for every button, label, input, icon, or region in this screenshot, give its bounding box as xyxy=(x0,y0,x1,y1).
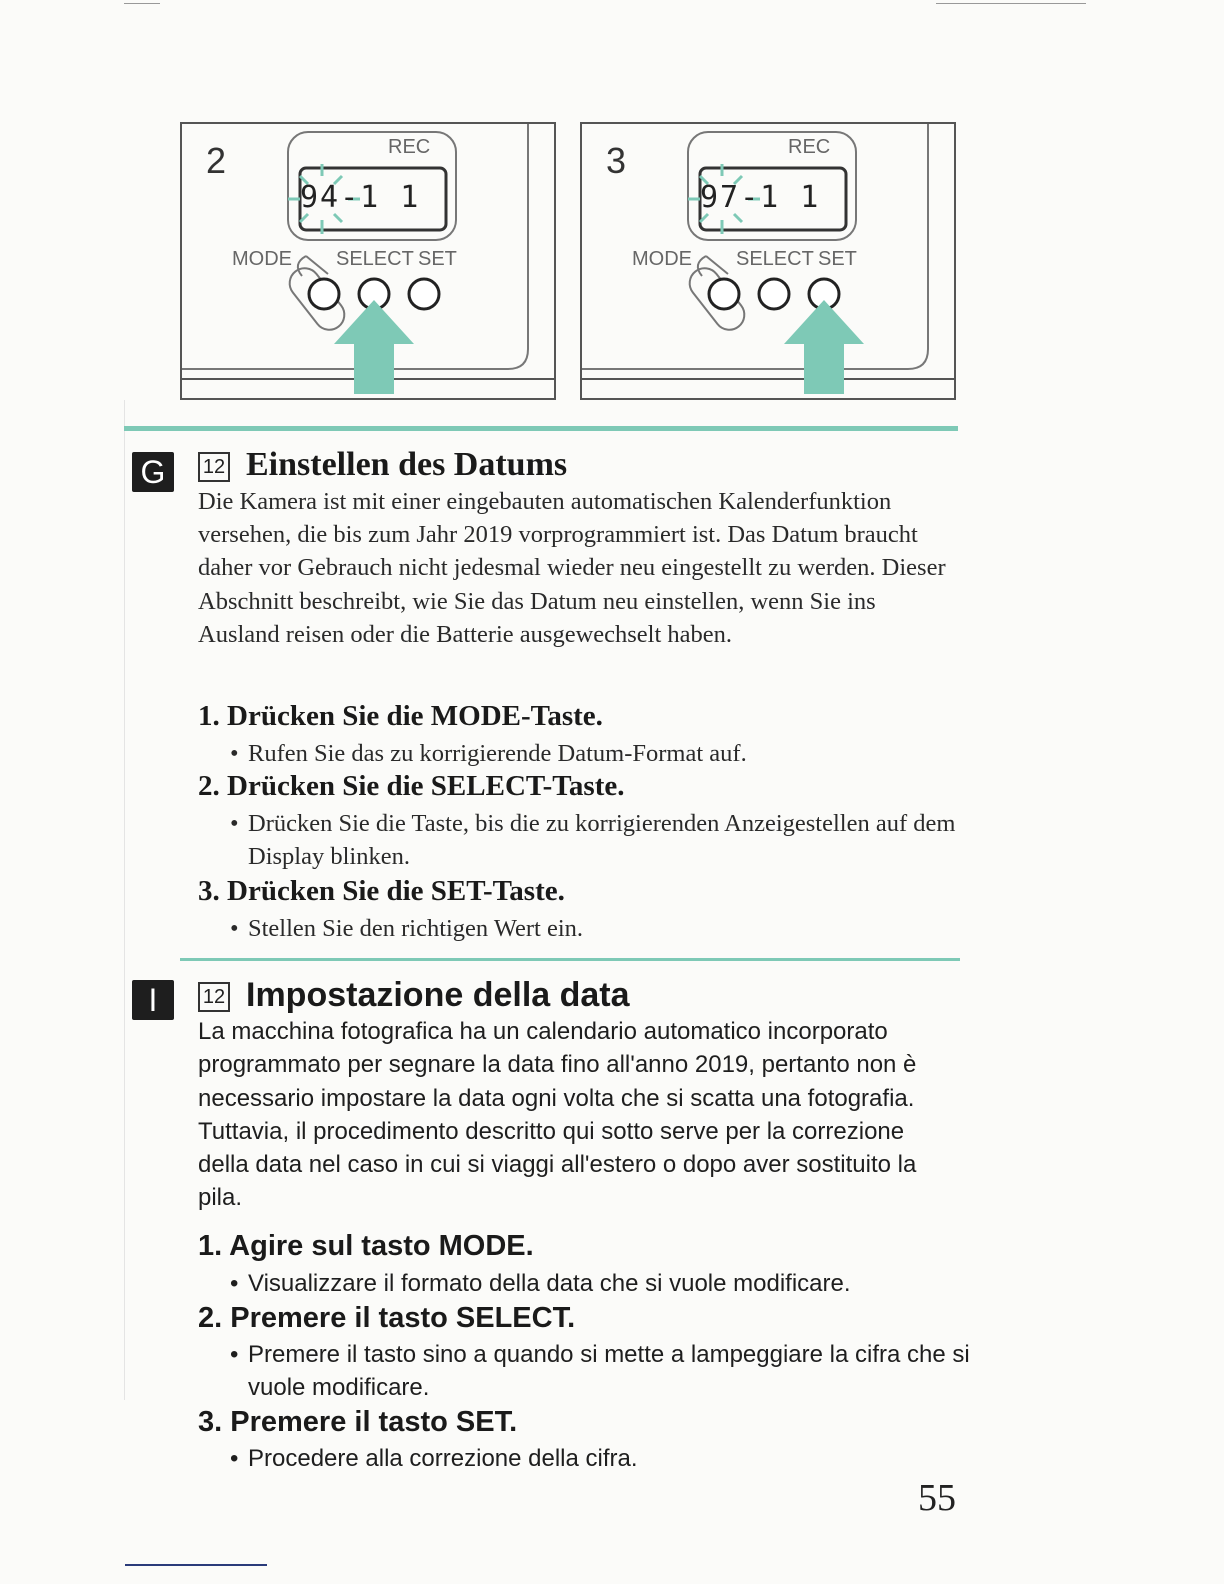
step-bullet: • Visualizzare il formato della data che si vuole modificare. xyxy=(230,1270,851,1297)
bottom-rule xyxy=(125,1564,267,1566)
step-heading: 2. Premere il tasto SELECT. xyxy=(198,1302,576,1334)
intro-paragraph: Die Kamera ist mit einer eingebauten automatischen Kalenderfunktion versehen, die bis zum Jahr 2019 vorprogrammiert ist. Das Datum braucht daher vor Gebrauch nicht jedesmal wieder neu eingestellt zu werden. Dieser Abschnitt beschreibt, wie Sie das Datum neu einstellen, wenn Sie ins Ausland reisen oder die Batterie ausgewechselt haben. xyxy=(198,488,946,648)
section-divider xyxy=(180,958,960,961)
lcd-date-display: 97-1 1 xyxy=(700,180,821,215)
select-label: SELECT xyxy=(736,248,814,270)
mode-label: MODE xyxy=(232,248,292,270)
mode-label: MODE xyxy=(632,248,692,270)
figure-3-panel xyxy=(580,122,956,400)
step-heading: 3. Premere il tasto SET. xyxy=(198,1406,518,1438)
language-badge-italian: I xyxy=(132,980,174,1020)
intro-paragraph: La macchina fotografica ha un calendario automatico incorporato programmato per segnare la data fino all'anno 2019, pertanto non è necessario impostare la data ogni volta che si scatta una fotografia. Tuttavia, il procedimento descritto qui sotto serve per la correzione della data nel caso in cui si viaggi all'estero o dopo aver sostituito la pila. xyxy=(198,1018,917,1212)
section-number-box: 12 xyxy=(198,452,230,482)
step-bullet: • Drücken Sie die Taste, bis die zu korrigierenden Anzeigestellen auf dem Display blinken. xyxy=(230,810,956,870)
page-edge xyxy=(124,400,125,1400)
section-title: Einstellen des Datums xyxy=(246,446,568,483)
top-rule-left xyxy=(124,3,160,4)
figure-number: 2 xyxy=(206,140,227,181)
set-label: SET xyxy=(818,248,857,270)
section-number-box: 12 xyxy=(198,982,230,1012)
rec-label: REC xyxy=(388,136,431,158)
step-bullet: • Procedere alla correzione della cifra. xyxy=(230,1445,638,1472)
set-label: SET xyxy=(418,248,457,270)
step-heading: 2. Drücken Sie die SELECT-Taste. xyxy=(198,770,625,802)
language-badge-german: G xyxy=(132,452,174,492)
step-heading: 1. Drücken Sie die MODE-Taste. xyxy=(198,700,603,732)
figure-2-panel xyxy=(180,122,556,400)
step-bullet: • Premere il tasto sino a quando si mette a lampeggiare la cifra che si vuole modificare. xyxy=(230,1341,970,1401)
top-rule-right xyxy=(936,3,1086,4)
figure-number: 3 xyxy=(606,140,627,181)
section-divider xyxy=(124,426,958,431)
step-heading: 1. Agire sul tasto MODE. xyxy=(198,1230,534,1262)
step-bullet: • Rufen Sie das zu korrigierende Datum-Format auf. xyxy=(230,740,747,767)
page-number: 55 xyxy=(918,1477,956,1519)
lcd-date-display: 94-1 1 xyxy=(300,180,421,215)
step-heading: 3. Drücken Sie die SET-Taste. xyxy=(198,875,565,907)
select-label: SELECT xyxy=(336,248,414,270)
section-title: Impostazione della data xyxy=(246,976,630,1014)
step-bullet: • Stellen Sie den richtigen Wert ein. xyxy=(230,915,584,942)
rec-label: REC xyxy=(788,136,831,158)
